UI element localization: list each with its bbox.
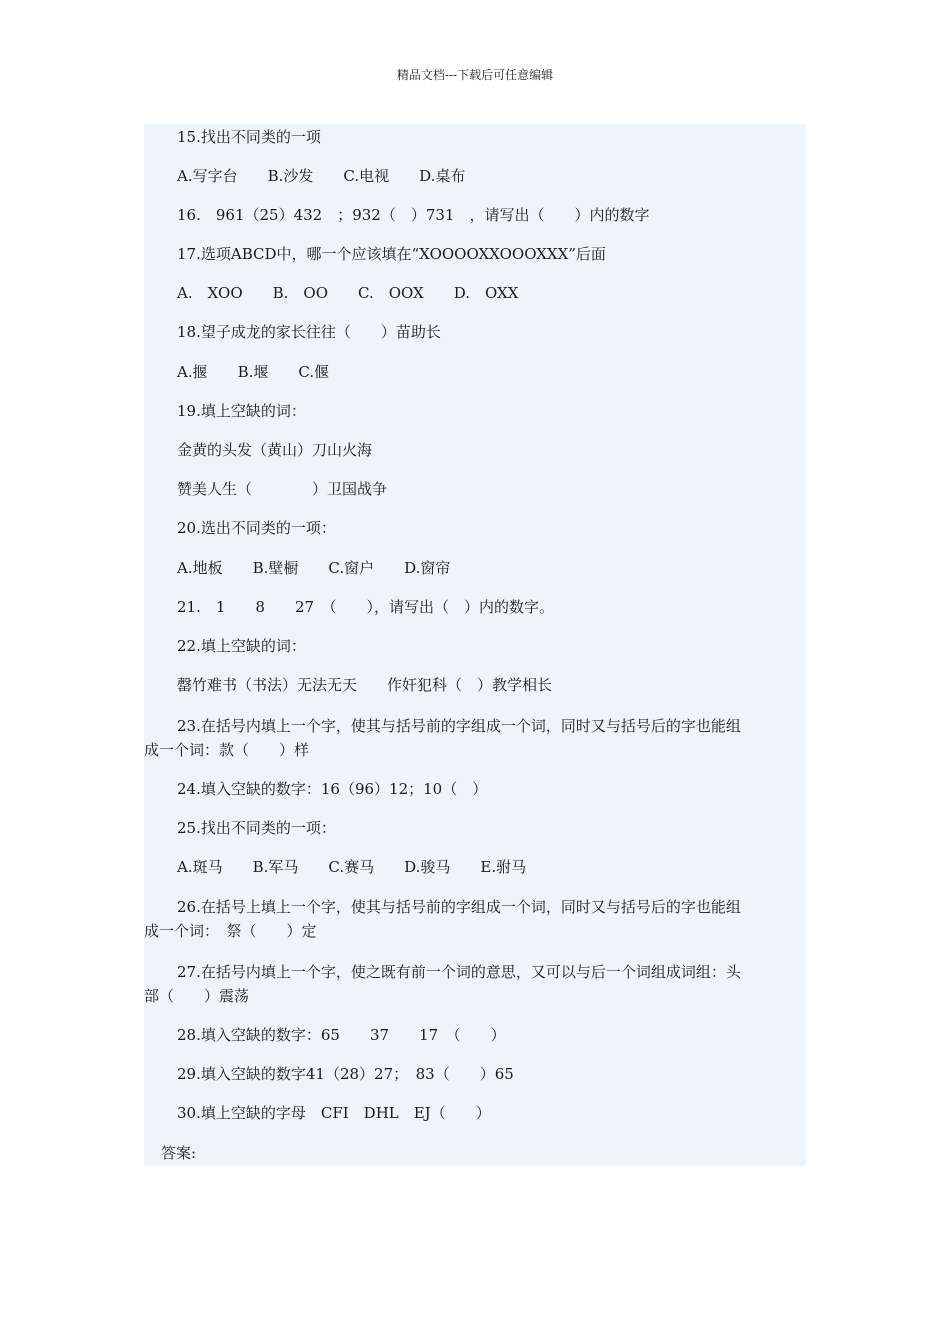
question-16: 16. 961（25）432 ；932（ ）731 ，请写出（ ）内的数字 (177, 206, 650, 224)
question-22-line: 罄竹难书（书法）无法无天 作奸犯科（ ）教学相长 (177, 676, 553, 694)
question-29: 29.填入空缺的数字41（28）27； 83（ ）65 (177, 1065, 514, 1083)
question-25-options: A.斑马 B.军马 C.赛马 D.骏马 E.驸马 (177, 858, 527, 876)
question-24: 24.填入空缺的数字：16（96）12；10（ ） (177, 780, 488, 798)
question-27-line-1: 27.在括号内填上一个字，使之既有前一个词的意思，又可以与后一个词组成词组：头 (177, 963, 741, 981)
question-30: 30.填上空缺的字母 CFI DHL EJ（ ） (177, 1104, 491, 1122)
question-23-line-2: 成一个词：款（ ）样 (144, 741, 310, 759)
question-17-options: A. XOO B. OO C. OOX D. OXX (177, 284, 519, 302)
question-17: 17.选项ABCD中，哪一个应该填在“XOOOOXXOOOXXX”后面 (177, 245, 606, 263)
question-18: 18.望子成龙的家长往往（ ）苗助长 (177, 323, 441, 341)
question-26-line-1: 26.在括号上填上一个字，使其与括号前的字组成一个词，同时又与括号后的字也能组 (177, 898, 741, 916)
question-27 (144, 960, 806, 1008)
question-15: 15.找出不同类的一项 (177, 128, 321, 146)
question-19-line-1: 金黄的头发（黄山）刀山火海 (177, 441, 373, 459)
answer-label: 答案: (161, 1144, 197, 1162)
question-28: 28.填入空缺的数字：65 37 17 （ ） (177, 1026, 506, 1044)
question-23-line-1: 23.在括号内填上一个字，使其与括号前的字组成一个词，同时又与括号后的字也能组 (177, 717, 741, 735)
question-15-options: A.写字台 B.沙发 C.电视 D.桌布 (177, 167, 466, 185)
question-18-options: A.揠 B.堰 C.偃 (177, 363, 330, 381)
question-19: 19.填上空缺的词： (177, 402, 306, 420)
question-26 (144, 895, 806, 943)
question-21: 21. 1 8 27 （ ），请写出（ ）内的数字。 (177, 598, 555, 616)
question-19-line-2: 赞美人生（ ）卫国战争 (177, 480, 388, 498)
question-20: 20.选出不同类的一项： (177, 519, 336, 537)
question-25: 25.找出不同类的一项： (177, 819, 336, 837)
question-22: 22.填上空缺的词： (177, 637, 306, 655)
question-panel (144, 124, 806, 1166)
question-23 (144, 714, 806, 762)
question-26-line-2: 成一个词： 祭（ ）定 (144, 922, 317, 940)
page-header: 精品文档---下载后可任意编辑 (396, 68, 554, 82)
question-20-options: A.地板 B.壁橱 C.窗户 D.窗帘 (177, 559, 451, 577)
question-27-line-2: 部（ ）震荡 (144, 987, 250, 1005)
